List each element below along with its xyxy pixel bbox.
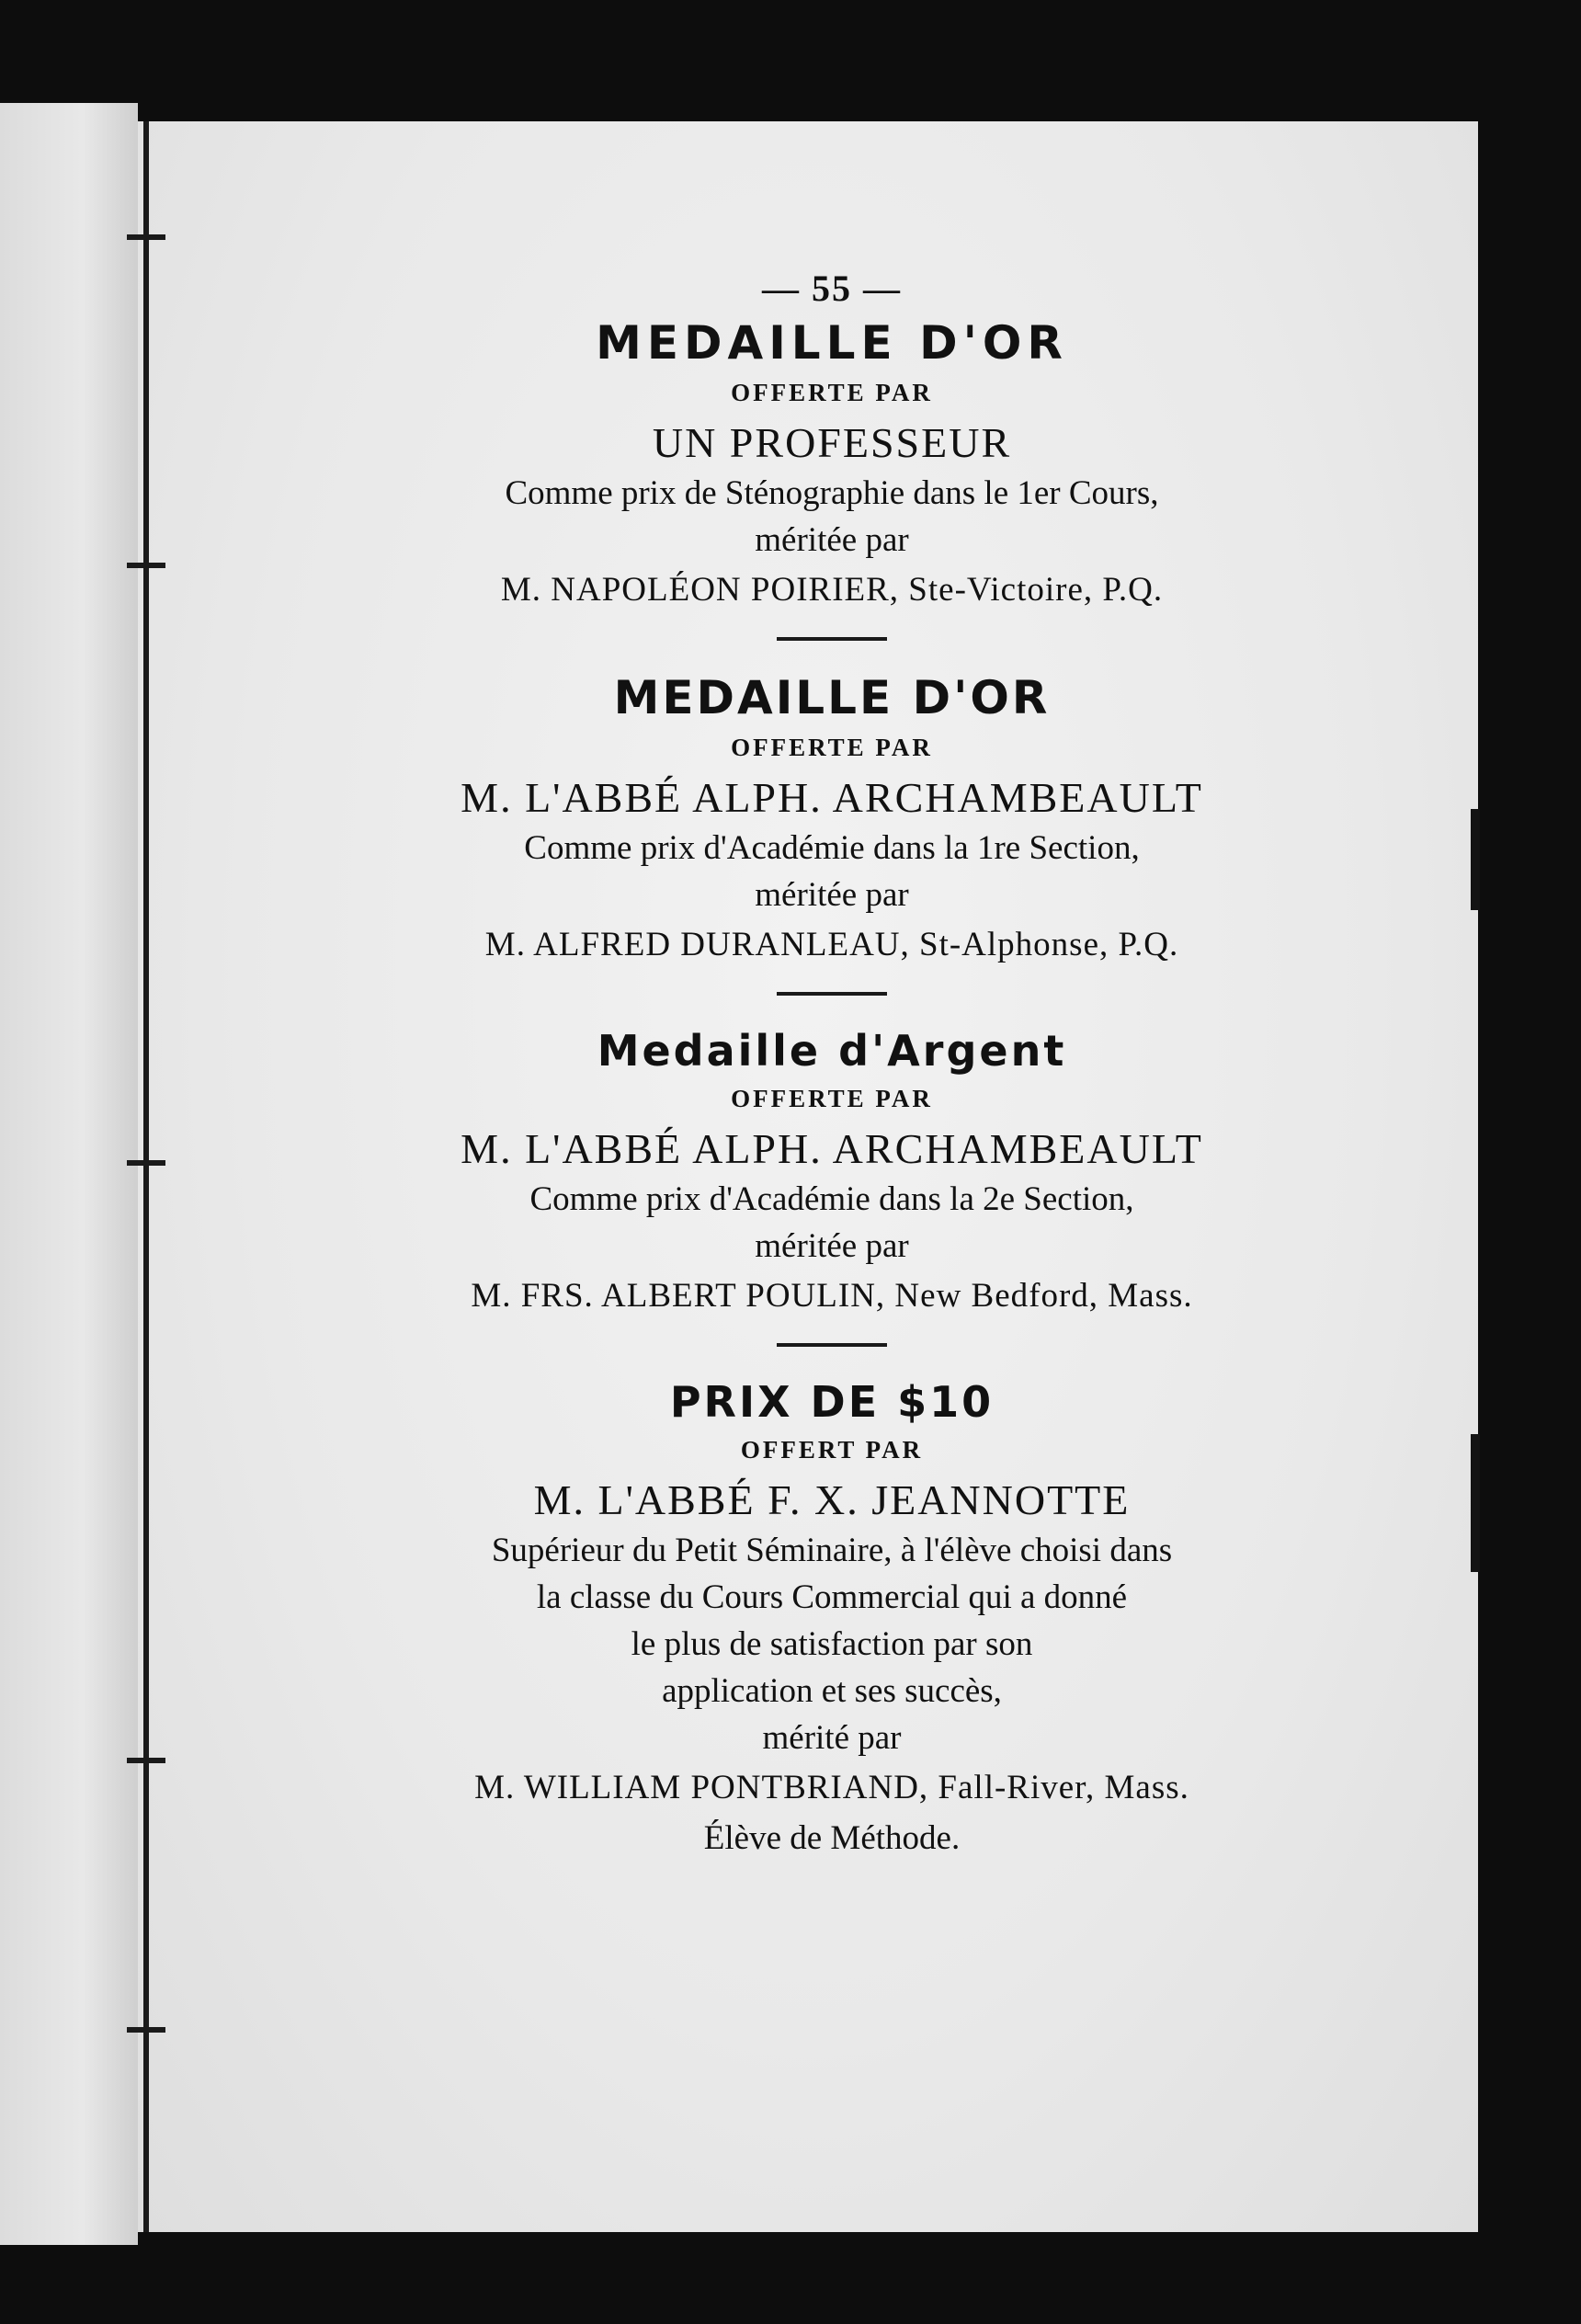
award-title: PRIX DE $10 [669,1377,995,1427]
award-title: Medaille d'Argent [597,1026,1067,1076]
recipient-name: M. NAPOLÉON POIRIER, Ste-Victoire, P.Q. [500,571,1164,609]
award-section [276,313,1388,617]
description-line: application et ses succès, [662,1672,1002,1710]
award-section [276,668,1388,972]
recipient-name: M. WILLIAM PONTBRIAND, Fall-River, Mass. [474,1769,1189,1806]
award-title: MEDAILLE D'OR [596,316,1068,370]
award-section [276,1374,1388,1862]
offered-by-label: OFFERT PAR [740,1436,924,1464]
description-line: Comme prix de Sténographie dans le 1er Cours, [505,474,1159,512]
section-divider [777,992,887,996]
award-section [276,1023,1388,1323]
page-number: — 55 — [762,268,902,309]
donor-name: M. L'ABBÉ F. X. JEANNOTTE [533,1476,1131,1523]
description-line: méritée par [755,1227,909,1265]
section-divider [777,637,887,641]
donor-name: UN PROFESSEUR [652,419,1012,466]
binding-line [143,121,149,2232]
description-line: Supérieur du Petit Séminaire, à l'élève choisi dans [491,1532,1173,1569]
description-line: le plus de satisfaction par son [631,1625,1033,1663]
description-line: Comme prix d'Académie dans la 2e Section, [529,1180,1134,1218]
binding-stitch [127,234,165,240]
description-line: méritée par [755,521,909,559]
binding-stitch [127,563,165,568]
offered-by-label: OFFERTE PAR [731,379,933,406]
section-divider [777,1343,887,1347]
description-line: méritée par [755,876,909,914]
description-line: mérité par [762,1719,902,1757]
page-edge-mark [1471,1434,1480,1572]
donor-name: M. L'ABBÉ ALPH. ARCHAMBEAULT [461,774,1203,821]
recipient-name: M. ALFRED DURANLEAU, St-Alphonse, P.Q. [484,926,1179,963]
page-content [276,267,1388,1862]
binding-stitch [127,1160,165,1166]
offered-by-label: OFFERTE PAR [731,734,933,761]
recipient-note: Élève de Méthode. [703,1819,961,1857]
recipient-name: M. FRS. ALBERT POULIN, New Bedford, Mass. [471,1277,1193,1315]
binding-stitch [127,1758,165,1763]
description-line: Comme prix d'Académie dans la 1re Section, [524,829,1140,867]
binding-stitch [127,2027,165,2033]
award-title: MEDAILLE D'OR [613,671,1051,724]
offered-by-label: OFFERTE PAR [731,1085,933,1112]
donor-name: M. L'ABBÉ ALPH. ARCHAMBEAULT [461,1125,1203,1172]
description-line: la classe du Cours Commercial qui a donné [536,1578,1128,1616]
page-edge-mark [1471,809,1480,910]
facing-page-edge [0,103,138,2245]
